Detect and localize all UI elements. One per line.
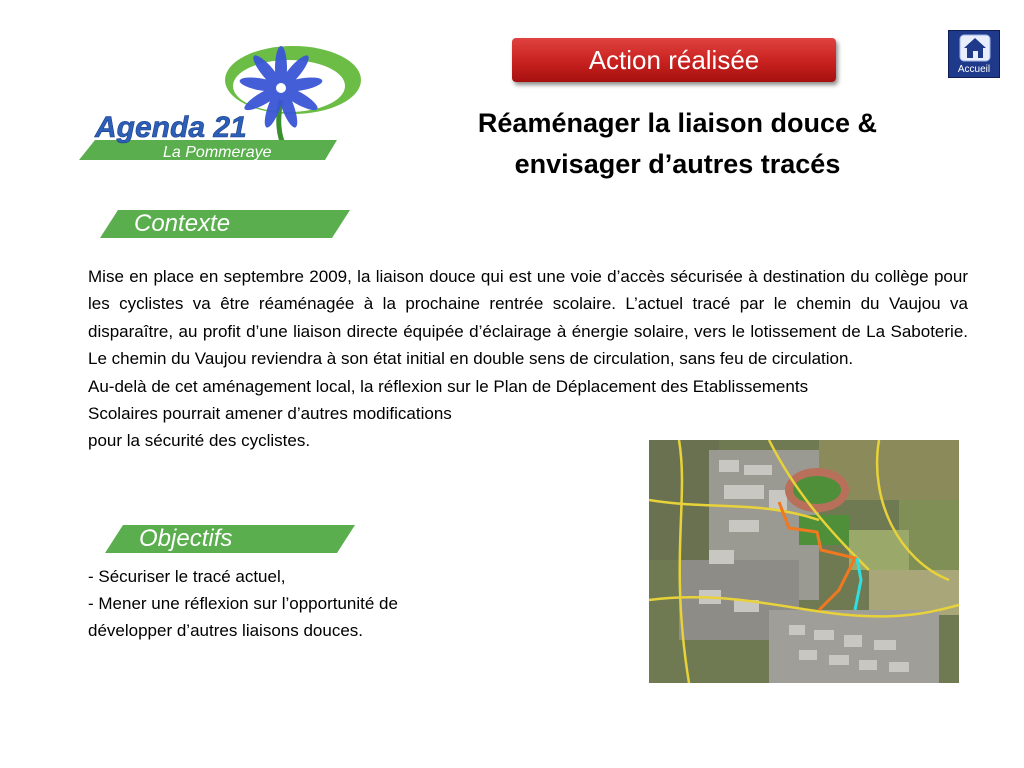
context-paragraph-2-line2: Scolaires pourrait amener d’autres modifications — [88, 404, 452, 424]
context-paragraph-2-main: Au-delà de cet aménagement local, la réflexion sur le Plan de Déplacement des Etablissements — [88, 376, 809, 396]
objectives-heading-banner — [105, 525, 355, 553]
status-badge: Action réalisée — [512, 38, 836, 82]
objectives-heading: Objectifs — [139, 525, 233, 552]
objective-item-2: - Mener une réflexion sur l’opportunité de — [88, 594, 398, 613]
page-title-line1: Réaménager la liaison douce & — [477, 108, 878, 138]
page-title-line2: envisager d’autres tracés — [514, 149, 841, 179]
objective-item-1: - Sécuriser le tracé actuel, — [88, 567, 286, 586]
context-paragraph-2-line3: pour la sécurité des cyclistes. — [88, 431, 311, 451]
objective-item-3: développer d’autres liaisons douces. — [88, 621, 364, 640]
logo-title: Agenda 21 — [95, 111, 247, 144]
home-button[interactable] — [948, 30, 1000, 78]
page-title — [430, 103, 925, 185]
objectives-list — [88, 563, 508, 644]
home-label: Accueil — [957, 64, 991, 75]
home-icon — [959, 34, 991, 62]
context-text — [88, 263, 968, 455]
agenda21-logo — [75, 40, 365, 170]
context-heading-banner — [100, 210, 350, 238]
aerial-map-image — [649, 440, 959, 683]
context-paragraph-1: Mise en place en septembre 2009, la liaison douce qui est une voie d’accès sécurisée à destination du collège pour les cyclistes va être réaménagée à la prochaine rentrée scolaire. L’actuel tracé par le chemin du Vaujou va disparaître, au profit d’une liaison directe équipée d’éclairage à énergie solaire, vers le lotissement de La Saboterie. Le chemin du Vaujou reviendra à son état initial en double sens de circulation, sans feu de circulation. — [88, 267, 968, 369]
context-heading: Contexte — [134, 210, 231, 237]
logo-subtitle: La Pommeraye — [163, 144, 272, 161]
